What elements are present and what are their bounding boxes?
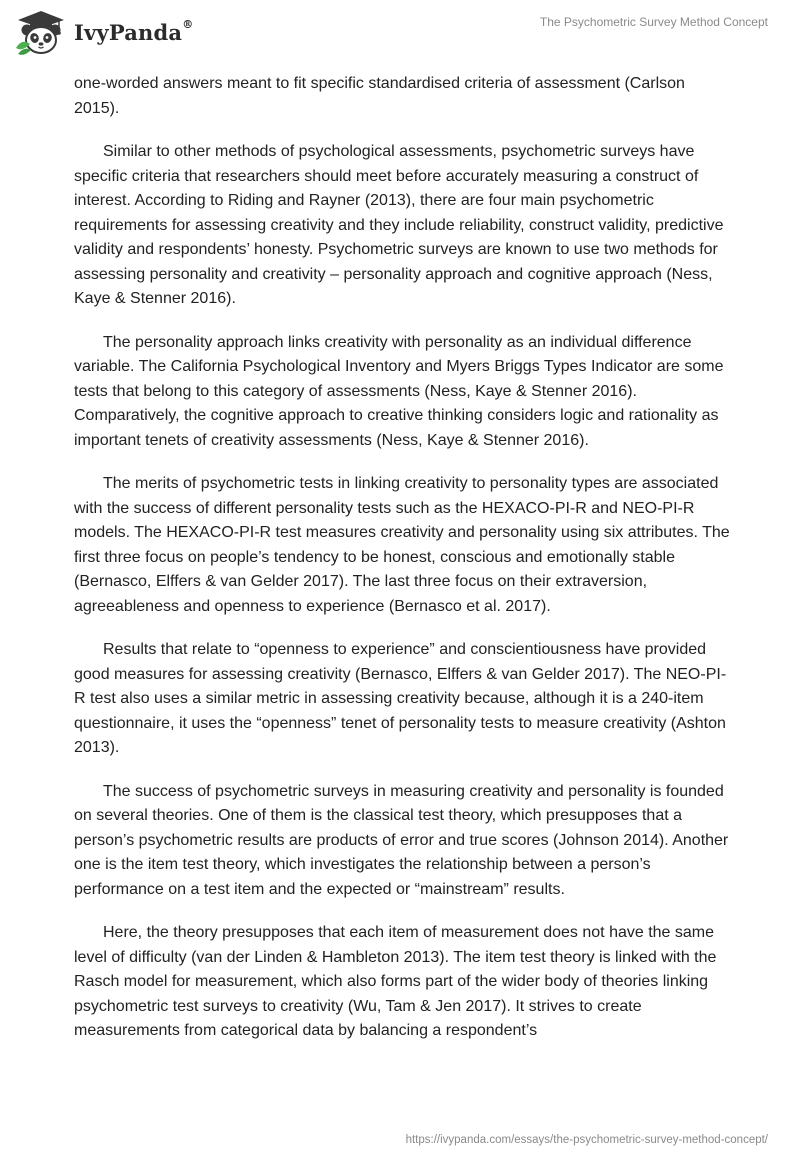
brand-logo[interactable] xyxy=(12,8,193,56)
trademark-symbol: ® xyxy=(182,17,194,31)
essay-body xyxy=(74,72,730,1063)
panda-icon xyxy=(12,8,70,56)
page-header xyxy=(0,0,800,70)
brand-name: IvyPanda® xyxy=(74,17,194,45)
paragraph-3: The personality approach links creativity with personality as an individual difference variable. The California Psychological Inventory and Myers Briggs Types Indicator are some tests that belong to this category of assessments (Ness, Kaye & Stenner 2016). Comparatively, the cognitive approach to creative thinking considers logic and rationality as important tenets of creativity assessments (Ness, Kaye & Stenner 2016). xyxy=(74,333,724,449)
paragraph-5: Results that relate to “openness to experience” and conscientiousness have provided good measures for assessing creativity (Bernasco, Elffers & van Gelder 2017). The NEO-PI-R test also uses a similar metric in assessing creativity because, although it is a 240-item questionnaire, it uses the “openness” tenet of personality tests to measure creativity (Ashton 2013). xyxy=(74,641,727,756)
paragraph-4: The merits of psychometric tests in linking creativity to personality types are associated with the success of different personality tests such as the HEXACO-PI-R and NEO-PI-R models. The HEXACO-PI-R test measures creativity and personality using six attributes. The first three focus on people’s tendency to be honest, conscious and emotionally stable (Bernasco, Elffers & van Gelder 2017). The last three focus on their extraversion, agreeableness and openness to experience (Bernasco et al. 2017). xyxy=(74,475,730,615)
paragraph-6: The success of psychometric surveys in measuring creativity and personality is founded on several theories. One of them is the classical test theory, which presupposes that a person’s psychometric results are products of error and true scores (Johnson 2014). Another one is the item test theory, which investigates the relationship between a person’s performance on a test item and the expected or “mainstream” results. xyxy=(74,782,729,898)
paragraph-1: one-worded answers meant to fit specific standardised criteria of assessment (Carlson 2015). xyxy=(74,75,685,117)
paragraph-7: Here, the theory presupposes that each item of measurement does not have the same level of difficulty (van der Linden & Hambleton 2013). The item test theory is linked with the Rasch model for measurement, which also forms part of the wider body of theories linking psychometric test surveys to creativity (Wu, Tam & Jen 2017). It strives to create measurements from categorical data by balancing a respondent’s xyxy=(74,924,717,1039)
source-url[interactable]: https://ivypanda.com/essays/the-psychometric-survey-method-concept/ xyxy=(405,1134,768,1146)
paragraph-2: Similar to other methods of psychological assessments, psychometric surveys have specific criteria that researchers should meet before accurately measuring a construct of interest. According to Riding and Rayner (2013), there are four main psychometric requirements for assessing creativity and they include reliability, construct validity, predictive validity and respondents’ honesty. Psychometric surveys are known to use two methods for assessing personality and creativity – personality approach and cognitive approach (Ness, Kaye & Stenner 2016). xyxy=(74,143,724,307)
document-title: The Psychometric Survey Method Concept xyxy=(539,15,768,29)
